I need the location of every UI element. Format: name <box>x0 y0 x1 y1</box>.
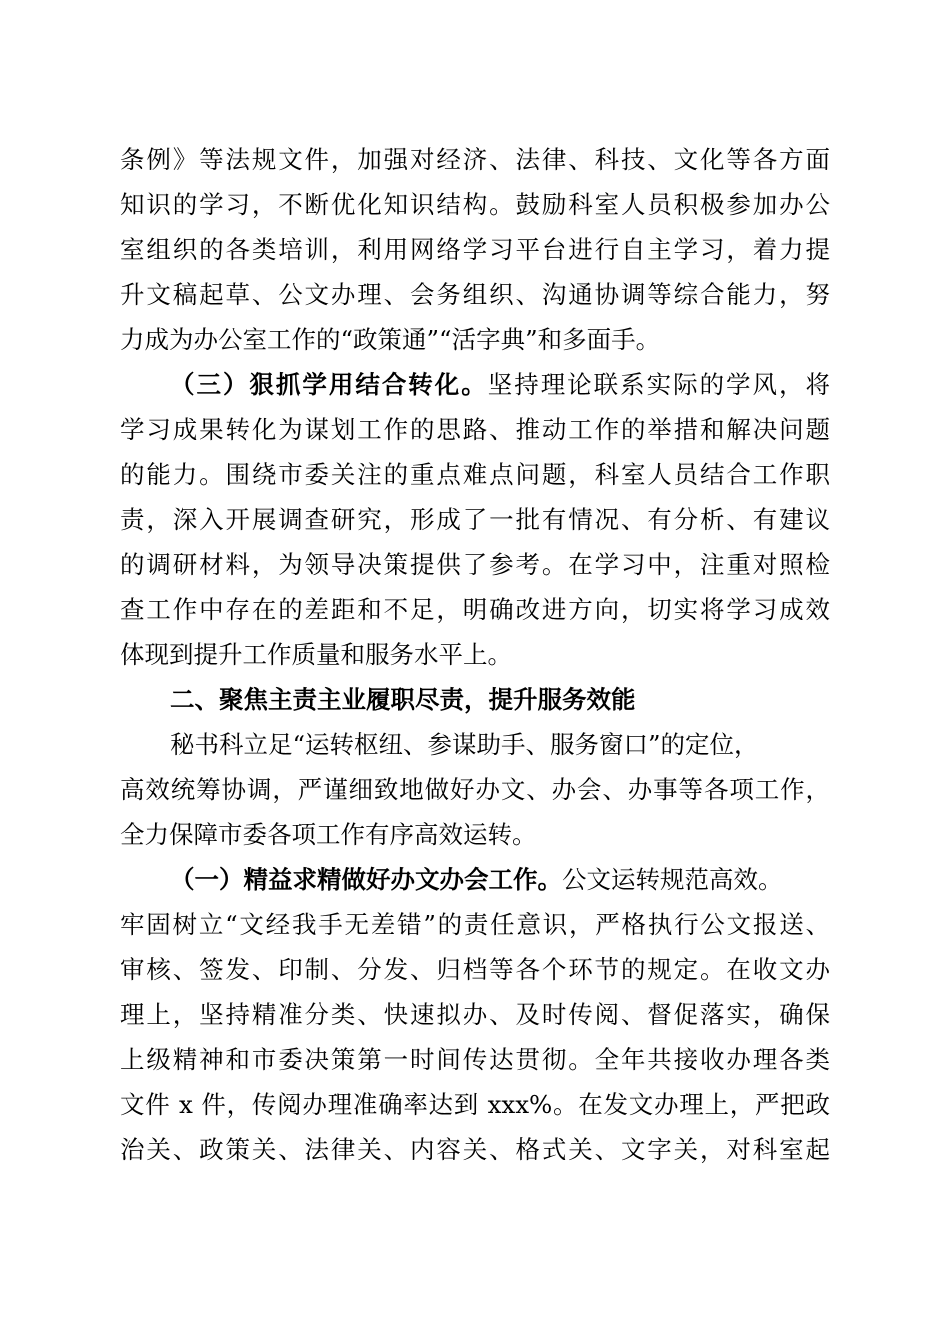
paragraph-line: 室组织的各类培训，利用网络学习平台进行自主学习，着力提 <box>120 235 830 264</box>
paragraph-line: 查工作中存在的差距和不足，明确改进方向，切实将学习成效 <box>120 595 830 624</box>
paragraph-line: 条例》等法规文件，加强对经济、法律、科技、文化等各方面 <box>120 145 830 174</box>
paragraph-line: 知识的学习，不断优化知识结构。鼓励科室人员积极参加办公 <box>120 190 830 219</box>
paragraph-line: 文件 x 件，传阅办理准确率达到 xxx%。在发文办理上，严把政 <box>120 1090 830 1119</box>
paragraph-text: 公文运转规范高效。 <box>562 865 783 894</box>
paragraph-first-line <box>170 865 830 895</box>
paragraph-line: 的调研材料，为领导决策提供了参考。在学习中，注重对照检 <box>120 550 830 579</box>
paragraph-line: 责，深入开展调查研究，形成了一批有情况、有分析、有建议 <box>120 505 830 534</box>
paragraph-first-line <box>170 370 830 400</box>
paragraph-text: 坚持理论联系实际的学风，将 <box>487 370 830 399</box>
paragraph-line: 学习成果转化为谋划工作的思路、推动工作的举措和解决问题 <box>120 415 830 444</box>
paragraph-line: 审核、签发、印制、分发、归档等各个环节的规定。在收文办 <box>120 955 830 984</box>
paragraph-first-line: 秘书科立足“运转枢纽、参谋助手、服务窗口”的定位， <box>170 730 759 759</box>
paragraph-line: 升文稿起草、公文办理、会务组织、沟通协调等综合能力，努 <box>120 280 830 309</box>
section-heading: 二、聚焦主责主业履职尽责，提升服务效能 <box>170 685 636 714</box>
paragraph-line: 高效统筹协调，严谨细致地做好办文、办会、办事等各项工作， <box>120 775 830 804</box>
paragraph-line: 治关、政策关、法律关、内容关、格式关、文字关，对科室起 <box>120 1135 830 1164</box>
paragraph-line: 力成为办公室工作的“政策通”“活字典”和多面手。 <box>120 325 661 354</box>
paragraph-line: 牢固树立“文经我手无差错”的责任意识，严格执行公文报送、 <box>120 910 830 939</box>
paragraph-line: 体现到提升工作质量和服务水平上。 <box>120 640 512 669</box>
paragraph-line: 全力保障市委各项工作有序高效运转。 <box>120 820 537 849</box>
paragraph-line: 的能力。围绕市委关注的重点难点问题，科室人员结合工作职 <box>120 460 830 489</box>
subheading-one: （一）精益求精做好办文办会工作。 <box>170 865 562 894</box>
paragraph-line: 上级精神和市委决策第一时间传达贯彻。全年共接收办理各类 <box>120 1045 830 1074</box>
subheading-three: （三）狠抓学用结合转化。 <box>170 370 488 399</box>
paragraph-line: 理上，坚持精准分类、快速拟办、及时传阅、督促落实，确保 <box>120 1000 830 1029</box>
